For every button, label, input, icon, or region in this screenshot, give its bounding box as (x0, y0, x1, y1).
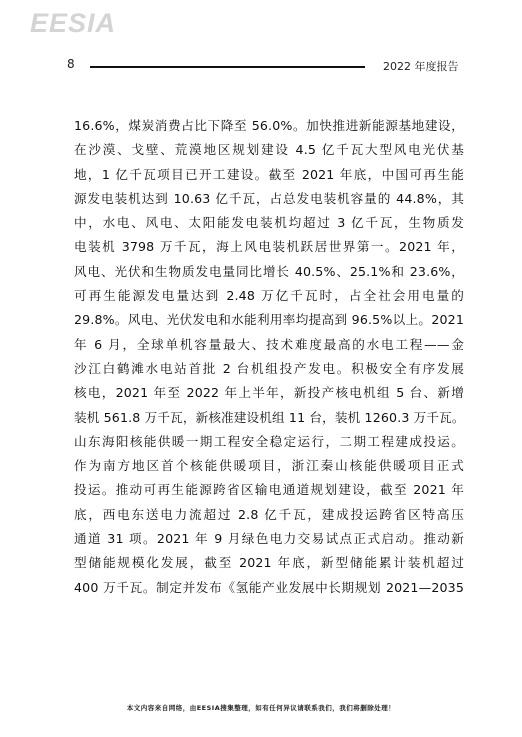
body-line: 通道 31 项。2021 年 9 月绿色电力交易试点正式启动。推动新 (74, 531, 464, 547)
body-line: 29.8%。风电、光伏发电和水能利用率均提高到 96.5%以上。2021 (74, 312, 464, 328)
body-line: 投运。推动可再生能源跨省区输电通道规划建设，截至 2021 年 (74, 482, 464, 498)
body-line: 型储能规模化发展，截至 2021 年底，新型储能累计装机超过 (74, 555, 464, 571)
body-line: 16.6%，煤炭消费占比下降至 56.0%。加快推进新能源基地建设， (74, 118, 464, 133)
body-line: 风电、光伏和生物质发电量同比增长 40.5%、25.1%和 23.6%， (74, 263, 464, 279)
body-line: 电装机 3798 万千瓦，海上风电装机跃居世界第一。2021 年， (74, 239, 464, 255)
body-line: 作为南方地区首个核能供暖项目，浙江秦山核能供暖项目正式 (74, 458, 464, 474)
header-divider (90, 66, 365, 68)
body-line: 装机 561.8 万千瓦，新核准建设机组 11 台，装机 1260.3 万千瓦。 (74, 409, 465, 425)
body-line: 年 6 月，全球单机容量最大、技术难度最高的水电工程——金 (74, 336, 464, 352)
body-line: 可再生能源发电量达到 2.48 万亿千瓦时，占全社会用电量的 (74, 288, 464, 304)
body-line: 中，水电、风电、太阳能发电装机均超过 3 亿千瓦，生物质发 (74, 215, 464, 231)
body-line: 核电，2021 年至 2022 年上半年，新投产核电机组 5 台、新增 (74, 385, 464, 401)
eesia-logo: EESIA (30, 8, 117, 38)
report-title: 2022 年度报告 (383, 60, 459, 73)
body-line: 山东海阳核能供暖一期工程安全稳定运行，二期工程建成投运。 (74, 433, 464, 449)
body-line: 在沙漠、戈壁、荒漠地区规划建设 4.5 亿千瓦大型风电光伏基 (74, 142, 464, 158)
body-line: 沙江白鹤滩水电站首批 2 台机组投产发电。积极安全有序发展 (74, 360, 464, 376)
body-line: 地，1 亿千瓦项目已开工建设。截至 2021 年底，中国可再生能 (74, 166, 464, 182)
page-number: 8 (67, 57, 75, 71)
body-line: 源发电装机达到 10.63 亿千瓦，占总发电装机容量的 44.8%，其 (74, 190, 464, 206)
body-text (74, 114, 464, 600)
body-line: 400 万千瓦。制定并发布《氢能产业发展中长期规划 2021—2035 (74, 579, 464, 595)
body-line: 底，西电东送电力流超过 2.8 亿千瓦，建成投运跨省区特高压 (74, 506, 464, 522)
footer-disclaimer: 本文内容来自网络，由EESIA搜集整理，如有任何异议请联系我们，我们将删除处理！ (126, 704, 396, 712)
